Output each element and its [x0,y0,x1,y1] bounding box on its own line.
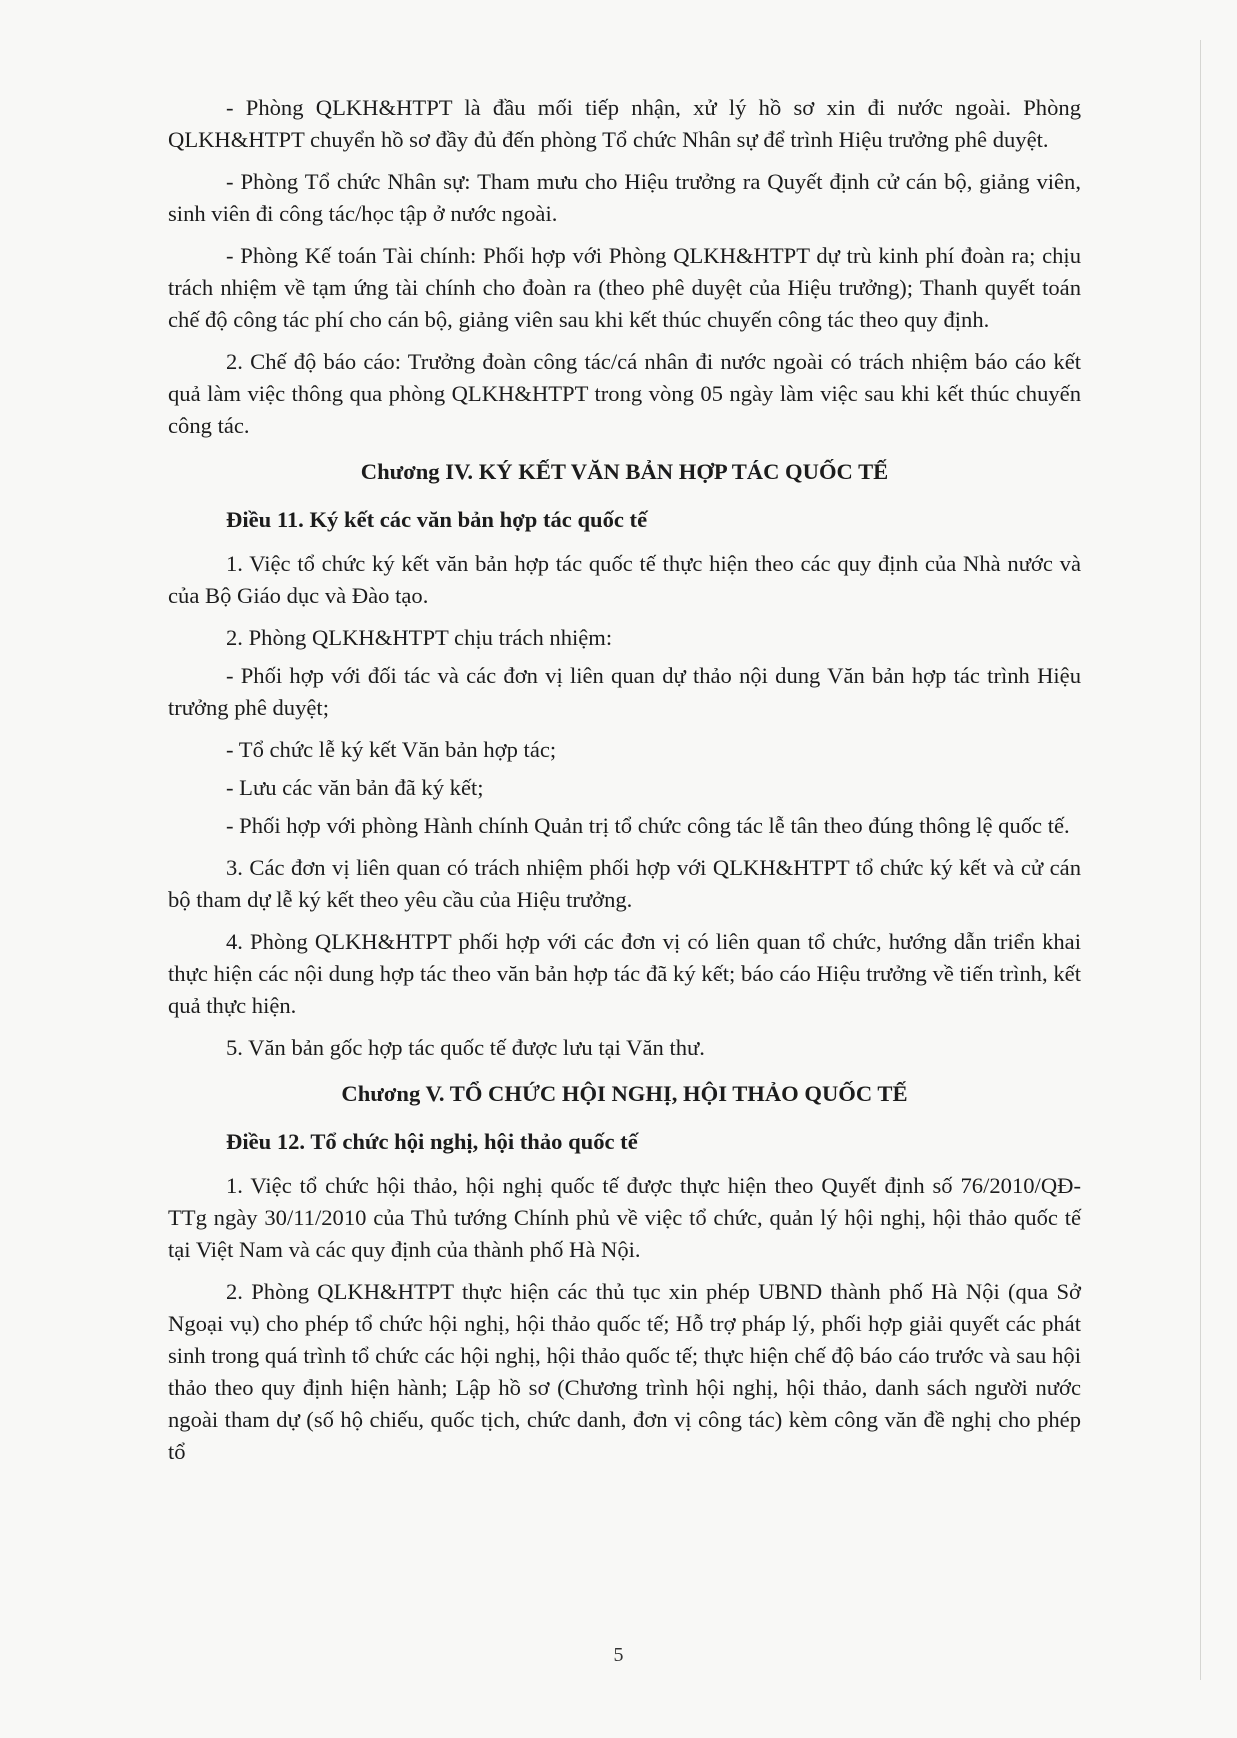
paragraph: 3. Các đơn vị liên quan có trách nhiệm phối hợp với QLKH&HTPT tổ chức ký kết và cử cán bộ tham dự lễ ký kết theo yêu cầu của Hiệu trưởng. [168,855,1081,912]
page-edge-line [1200,40,1201,1680]
paragraph: - Phòng QLKH&HTPT là đầu mối tiếp nhận, xử lý hồ sơ xin đi nước ngoài. Phòng QLKH&HTPT chuyển hồ sơ đầy đủ đến phòng Tổ chức Nhân sự để trình Hiệu trưởng phê duyệt. [168,95,1081,152]
paragraph: - Lưu các văn bản đã ký kết; [226,775,484,800]
article-11-title: Điều 11. Ký kết các văn bản hợp tác quốc tế [226,507,648,532]
paragraph: - Tổ chức lễ ký kết Văn bản hợp tác; [226,737,557,762]
paragraph: 2. Phòng QLKH&HTPT chịu trách nhiệm: [226,625,613,650]
paragraph: 1. Việc tổ chức hội thảo, hội nghị quốc tế được thực hiện theo Quyết định số 76/2010/QĐ-TTg ngày 30/11/2010 của Thủ tướng Chính phủ về việc tổ chức, quản lý hội nghị, hội thảo quốc tế tại Việt Nam và các quy định của thành phố Hà Nội. [168,1173,1081,1262]
paragraph: 5. Văn bản gốc hợp tác quốc tế được lưu tại Văn thư. [226,1035,705,1060]
chapter-4-title: Chương IV. KÝ KẾT VĂN BẢN HỢP TÁC QUỐC TẾ [360,459,889,484]
chapter-5-title: Chương V. TỔ CHỨC HỘI NGHỊ, HỘI THẢO QUỐC TẾ [341,1081,908,1106]
paragraph: 1. Việc tổ chức ký kết văn bản hợp tác quốc tế thực hiện theo các quy định của Nhà nước và của Bộ Giáo dục và Đào tạo. [168,551,1081,608]
paragraph: - Phòng Kế toán Tài chính: Phối hợp với Phòng QLKH&HTPT dự trù kinh phí đoàn ra; chịu trách nhiệm về tạm ứng tài chính cho đoàn ra (theo phê duyệt của Hiệu trưởng); Thanh quyết toán chế độ công tác phí cho cán bộ, giảng viên sau khi kết thúc chuyến công tác theo quy định. [168,243,1081,332]
article-12-title: Điều 12. Tổ chức hội nghị, hội thảo quốc tế [226,1129,638,1154]
paragraph: 2. Chế độ báo cáo: Trưởng đoàn công tác/cá nhân đi nước ngoài có trách nhiệm báo cáo kết quả làm việc thông qua phòng QLKH&HTPT trong vòng 05 ngày làm việc sau khi kết thúc chuyến công tác. [168,349,1081,438]
paragraph: 4. Phòng QLKH&HTPT phối hợp với các đơn vị có liên quan tổ chức, hướng dẫn triển khai thực hiện các nội dung hợp tác theo văn bản hợp tác đã ký kết; báo cáo Hiệu trưởng về tiến trình, kết quả thực hiện. [168,929,1081,1018]
paragraph: - Phòng Tổ chức Nhân sự: Tham mưu cho Hiệu trưởng ra Quyết định cử cán bộ, giảng viên, sinh viên đi công tác/học tập ở nước ngoài. [168,169,1081,226]
paragraph: - Phối hợp với phòng Hành chính Quản trị tổ chức công tác lễ tân theo đúng thông lệ quốc tế. [226,813,1070,838]
page-number: 5 [613,1644,624,1666]
document-body [168,92,1081,1478]
paragraph: - Phối hợp với đối tác và các đơn vị liên quan dự thảo nội dung Văn bản hợp tác trình Hiệu trưởng phê duyệt; [168,663,1081,720]
paragraph: 2. Phòng QLKH&HTPT thực hiện các thủ tục xin phép UBND thành phố Hà Nội (qua Sở Ngoại vụ) cho phép tổ chức hội nghị, hội thảo quốc tế; Hỗ trợ pháp lý, phối hợp giải quyết các phát sinh trong quá trình tổ chức các hội nghị, hội thảo quốc tế; thực hiện chế độ báo cáo trước và sau hội thảo theo quy định hiện hành; Lập hồ sơ (Chương trình hội nghị, hội thảo, danh sách người nước ngoài tham dự (số hộ chiếu, quốc tịch, chức danh, đơn vị công tác) kèm công văn đề nghị cho phép tổ [168,1279,1081,1464]
